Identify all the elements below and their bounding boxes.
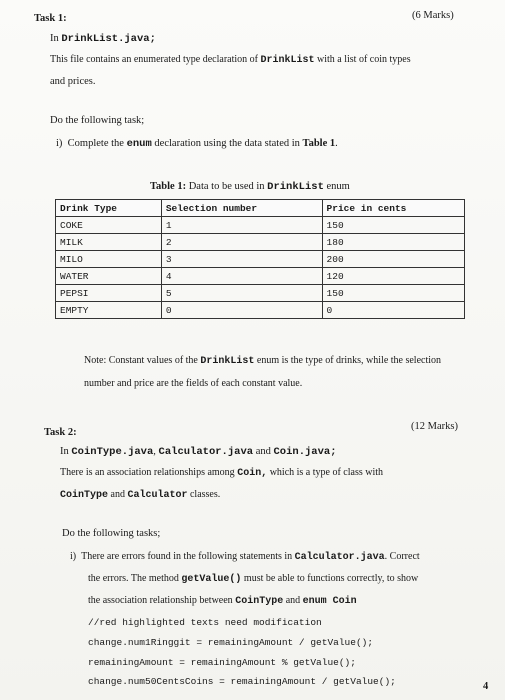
cell-price: 0 <box>322 302 464 319</box>
task1-description-line2: and prices. <box>50 76 96 87</box>
code-line: change.num50CentsCoins = remainingAmount / getValue(); <box>88 676 396 687</box>
cell-price: 120 <box>322 268 464 285</box>
header-selection-number: Selection number <box>161 200 322 217</box>
task2-marks: (12 Marks) <box>411 421 458 432</box>
page-number: 4 <box>483 681 489 692</box>
header-drink-type: Drink Type <box>56 200 162 217</box>
table-row <box>56 285 465 302</box>
task2-item-i-line2: the errors. The method getValue() must be able to functions correctly, to show <box>88 573 419 585</box>
cell-selection: 2 <box>161 234 322 251</box>
code-comment-line: //red highlighted texts need modification <box>88 617 322 628</box>
cell-drink: MILO <box>56 251 162 268</box>
task1-item-i: i) Complete the enum declaration using the data stated in Table 1. <box>56 138 338 150</box>
code-line: change.num1Ringgit = remainingAmount / getValue(); <box>88 637 374 648</box>
task2-title: Task 2: <box>44 427 77 438</box>
task2-item-i-line1: i) There are errors found in the following statements in Calculator.java. Correct <box>70 551 420 563</box>
cell-selection: 5 <box>161 285 322 302</box>
task1-description-line1: This file contains an enumerated type declaration of DrinkList with a list of coin types <box>50 54 411 66</box>
table-row <box>56 234 465 251</box>
table-row <box>56 251 465 268</box>
drink-table <box>55 199 465 319</box>
cell-price: 180 <box>322 234 464 251</box>
cell-selection: 4 <box>161 268 322 285</box>
table-note-line1: Note: Constant values of the DrinkList enum is the type of drinks, while the selection <box>84 355 442 367</box>
task1-marks: (6 Marks) <box>412 10 454 21</box>
task1-title: Task 1: <box>34 13 67 24</box>
task1-instruction: Do the following task; <box>50 115 145 126</box>
cell-drink: EMPTY <box>56 302 162 319</box>
task1-file-line: In DrinkList.java; <box>50 33 156 45</box>
code-line: remainingAmount = remainingAmount % getValue(); <box>88 657 356 668</box>
table-row <box>56 302 465 319</box>
cell-drink: COKE <box>56 217 162 234</box>
header-price: Price in cents <box>322 200 464 217</box>
table-header-row <box>56 200 465 217</box>
cell-selection: 3 <box>161 251 322 268</box>
cell-selection: 1 <box>161 217 322 234</box>
table-note-line2: number and price are the fields of each constant value. <box>84 378 303 389</box>
table1-caption: Table 1: Data to be used in DrinkList enum <box>150 181 350 193</box>
cell-price: 200 <box>322 251 464 268</box>
task2-item-i-line3: the association relationship between CoinType and enum Coin <box>88 595 357 607</box>
task2-files-line: In CoinType.java, Calculator.java and Coin.java; <box>60 446 337 458</box>
table-row <box>56 268 465 285</box>
cell-selection: 0 <box>161 302 322 319</box>
task2-association-line1: There is an association relationships among Coin, which is a type of class with <box>60 467 384 479</box>
cell-price: 150 <box>322 285 464 302</box>
task2-instruction: Do the following tasks; <box>62 528 161 539</box>
cell-drink: MILK <box>56 234 162 251</box>
cell-drink: PEPSI <box>56 285 162 302</box>
cell-price: 150 <box>322 217 464 234</box>
cell-drink: WATER <box>56 268 162 285</box>
file-name-drinklist: DrinkList.java; <box>61 33 156 45</box>
task2-association-line2: CoinType and Calculator classes. <box>60 489 221 501</box>
table-row <box>56 217 465 234</box>
